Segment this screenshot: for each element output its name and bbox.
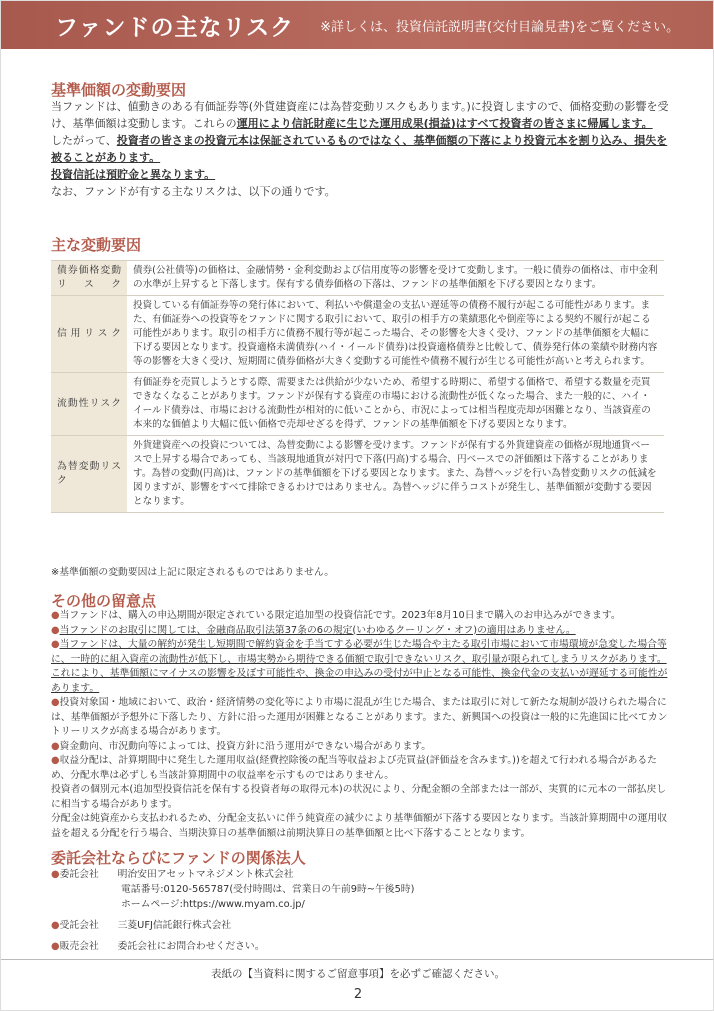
risk-label: 為替変動リスク xyxy=(51,436,127,513)
table-row xyxy=(51,436,664,513)
table-row xyxy=(51,261,664,296)
table-note: ※基準価額の変動要因は上記に限定されるものではありません。 xyxy=(51,567,335,578)
risk-desc: 債券(公社債等)の価格は、金融情勢・金利変動および信用度等の影響を受けて変動します。一般に債券の価格は、市中金利の水準が上昇すると下落します。保有する債券価格の下落は、ファンドの基準価額を下げる要因となります。 xyxy=(127,261,664,296)
list-item: ●当ファンドは、購入の申込期間が限定されている限定追加型の投資信託です。2023年8月10日まで購入のお申込みができます。 xyxy=(51,610,621,621)
related-parties: ●委託会社 明治安田アセットマネジメント株式会社 電話番号:0120-565787(受付時間は、営業日の午前9時~午後5時) ホームページ:https://www.myam.co.jp/ ●受託会社 三菱UFJ信託銀行株式会社 ●販売会社 委託会社にお問合わせください。 xyxy=(51,869,415,952)
risk-desc: 投資している有価証券等の発行体において、利払いや償還金の支払い遅延等の債務不履行が起こる可能性があります。また、有価証券への投資等をファンドに関する取引において、取引の相手方の業績悪化や倒産等による契約不履行が起こる可能性があります。取引の相手方に債務不履行等が起こった場合、その影響を大きく受け、ファンドの基準価額を大幅に下げる要因となります。投資適格未満債券(ハイ・イールド債券)は投資適格債券と比較して、債券発行体の業績や財務内容等の影響を大きく受け、短期間に債券価格が大きく変動する可能性や債務不履行が生じる可能性が高いと考えられます。 xyxy=(127,296,664,373)
risk-table xyxy=(51,260,664,513)
footer-note: 表紙の【当資料に関するご留意事項】を必ずご確認ください。 xyxy=(211,968,505,980)
para-1b: 運用により信託財産に生じた運用成果(損益)はすべて投資者の皆さまに帰属します。 xyxy=(236,117,653,130)
risk-label: 債券価格変動リスク xyxy=(51,261,127,296)
para-2b: 投資者の皆さまの投資元本は保証されているものではなく、基準価額の下落により投資元本を割り込み、損失を被ることがあります。 xyxy=(51,134,668,164)
list-item: ●投資対象国・地域において、政治・経済情勢の変化等により市場に混乱が生じた場合、または取引に対して新たな規制が設けられた場合には、基準価額が予想外に下落したり、方針に沿った運用が困難となることがあります。また、新興国への投資は一般的に先進国に比べてカントリーリスクが高まる場合があります。 xyxy=(51,697,668,737)
para-4: なお、ファンドが有する主なリスクは、以下の通りです。 xyxy=(51,185,336,198)
risk-label: 信用リスク xyxy=(51,296,127,373)
page-title: ファンドの主なリスク xyxy=(55,14,295,41)
table-row xyxy=(51,373,664,436)
risk-desc: 外貨建資産への投資については、為替変動による影響を受けます。ファンドが保有する外貨建資産の価格が現地通貨ベースで上昇する場合であっても、当該現地通貨が対円で下落(円高)する場合、円ベースでの評価額は下落することがあります。為替の変動(円高)は、ファンドの基準価額を下げる要因となります。また、為替ヘッジを行い為替変動リスクの低減を図りますが、影響をすべて排除できるわけではありません。為替ヘッジに伴うコストが発生し、基準価額が変動する要因となります。 xyxy=(127,436,664,513)
page-number: 2 xyxy=(353,987,363,1002)
header-banner xyxy=(1,1,714,49)
other-notes-list xyxy=(51,609,671,841)
section-title-main-factors: 主な変動要因 xyxy=(51,236,142,254)
section-title-related-parties: 委託会社ならびにファンドの関係法人 xyxy=(51,849,306,867)
section-title-other-notes: その他の留意点 xyxy=(51,592,157,610)
para-1a: 当ファンドは、値動きのある有価証券等(外貨建資産には為替変動リスクもあります。)に投資しますので、価格変動の影響を受け、基準価額は変動します。これらの xyxy=(51,100,669,130)
list-item: ●資金動向、市況動向等によっては、投資方針に沿う運用ができない場合があります。 xyxy=(51,740,432,752)
homepage-link[interactable]: ホームページ:https://www.myam.co.jp/ xyxy=(121,899,305,910)
risk-label: 流動性リスク xyxy=(51,373,127,436)
section-title-nav-factors: 基準価額の変動要因 xyxy=(51,81,187,99)
list-item: ●収益分配は、計算期間中に発生した運用収益(経費控除後の配当等収益および売買益(評価益を含みます。))を超えて行われる場合があるため、分配水準は必ずしも当該計算期間中の収益率を示すものではありません。 投資者の個別元本(追加型投資信託を保有する投資者毎の取得元本)の状況により、分配金額の全部または一部が、実質的に元本の一部払戻しに相当する場合があります。 分配金は純資産から支払われるため、分配金支払いに伴う純資産の減少により基準価額が下落する要因となります。当該計算期間中の運用収益を超える分配を行う場合、当期決算日の基準価額は前期決算日の基準価額と比べ下落することとなります。 xyxy=(51,755,668,839)
footer xyxy=(1,959,714,981)
header-note: ※詳しくは、投資信託説明書(交付目論見書)をご覧ください。 xyxy=(320,19,680,35)
risk-desc: 有価証券を売買しようとする際、需要または供給が少ないため、希望する時期に、希望する価格で、希望する数量を売買できなくなることがあります。ファンドが保有する資産の市場における流動性が低くなった場合、また一般的に、ハイ・イールド債券は、市場における流動性が相対的に低いことから、市況によっては相当程度売却が困難となり、当該資産の本来的な価値より大幅に低い価格で売却せざるを得ず、ファンドの基準価額を下げる要因となります。 xyxy=(127,373,664,436)
para-2a: したがって、 xyxy=(51,134,117,147)
para-3: 投資信託は預貯金と異なります。 xyxy=(51,168,216,181)
list-item: ●当ファンドは、大量の解約が発生し短期間で解約資金を手当てする必要が生じた場合や主たる取引市場において市場環境が急変した場合等に、一時的に組入資産の流動性が低下し、市場実勢から期待できる価額で取引できないリスク、取引量が限られてしまうリスクがあります。これにより、基準価額にマイナスの影響を及ぼす可能性や、換金の申込みの受付が中止となる可能性、換金代金の支払いが遅延する可能性があります。 xyxy=(51,639,668,694)
nav-factors-text xyxy=(51,98,671,200)
list-item: ●当ファンドのお取引に関しては、金融商品取引法第37条の6の規定(いわゆるクーリング・オフ)の適用はありません。 xyxy=(51,624,576,636)
table-row xyxy=(51,296,664,373)
